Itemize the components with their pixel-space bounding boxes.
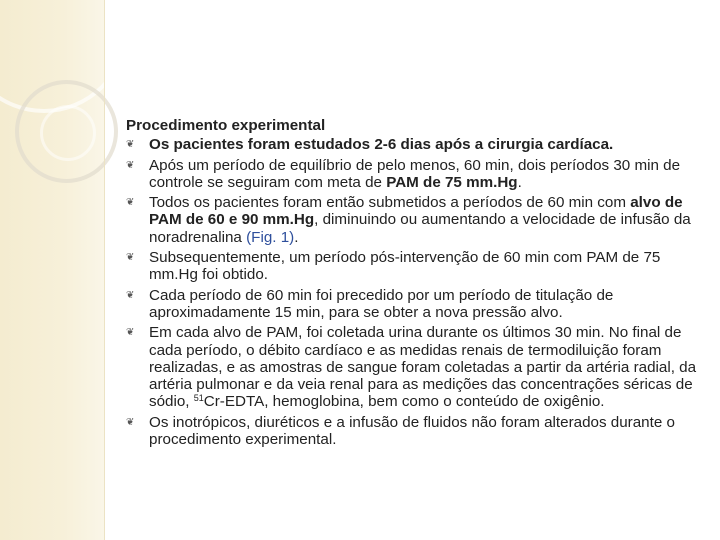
item-emphasis: alvo de PAM de 60 e 90 mm.Hg (149, 194, 683, 229)
item-text: . (517, 173, 522, 191)
item-text: . (294, 228, 299, 246)
feather-bullet-icon: ❦ (126, 252, 135, 264)
slide-heading: Procedimento experimental (126, 117, 326, 134)
figure-link[interactable]: (Fig. 1) (246, 228, 295, 246)
item-text: Os inotrópicos, diuréticos e a infusão de fluidos não foram alterados durante o procedimento experimental. (149, 413, 675, 449)
list-item (126, 136, 701, 153)
item-text: Subsequentemente, um período pós-intervenção de 60 min com PAM de 75 mm.Hg foi obtido. (149, 249, 661, 284)
feather-bullet-icon: ❦ (126, 197, 135, 209)
list-item (126, 249, 701, 284)
slide-content (126, 117, 701, 451)
feather-bullet-icon: ❦ (126, 416, 135, 428)
item-text: Os pacientes foram estudados 2-6 dias após a cirurgia cardíaca. (149, 136, 614, 154)
item-text: Todos os pacientes foram então submetidos a períodos de 60 min com (149, 194, 631, 212)
feather-bullet-icon: ❦ (126, 159, 135, 171)
band-divider (104, 0, 105, 540)
item-text: Após um período de equilíbrio de pelo menos, 60 min, dois períodos 30 min de controle se seguiram com meta de (149, 156, 681, 191)
item-text: Em cada alvo de PAM, foi coletada urina durante os últimos 30 min. No final de cada período, o débito cardíaco e as medidas renais de termodiluição foram realizadas, e as amostras de sangue foram coletadas a partir da artéria radial, da artéria pulmonar e da veia renal para as medições das concentrações séricas de sódio, (149, 324, 697, 411)
item-emphasis: PAM de 75 mm.Hg (386, 173, 518, 191)
item-text: , diminuindo ou aumentando a velocidade de infusão da noradrenalina (149, 211, 691, 246)
list-item (126, 324, 701, 410)
feather-bullet-icon: ❦ (126, 327, 135, 339)
feather-bullet-icon: ❦ (126, 139, 135, 151)
feather-bullet-icon: ❦ (126, 289, 135, 301)
superscript: 51 (193, 393, 204, 404)
list-item (126, 157, 701, 192)
bullet-list (126, 136, 701, 448)
list-item (126, 287, 701, 322)
item-text: Cr-EDTA, hemoglobina, bem como o conteúdo de oxigênio. (203, 393, 605, 411)
decorative-side-band (0, 0, 105, 540)
list-item (126, 414, 701, 449)
list-item (126, 194, 701, 246)
decorative-ring (40, 105, 96, 161)
item-text: Cada período de 60 min foi precedido por um período de titulação de aproximadamente 15 min, para se obter a nova pressão alvo. (149, 286, 614, 321)
